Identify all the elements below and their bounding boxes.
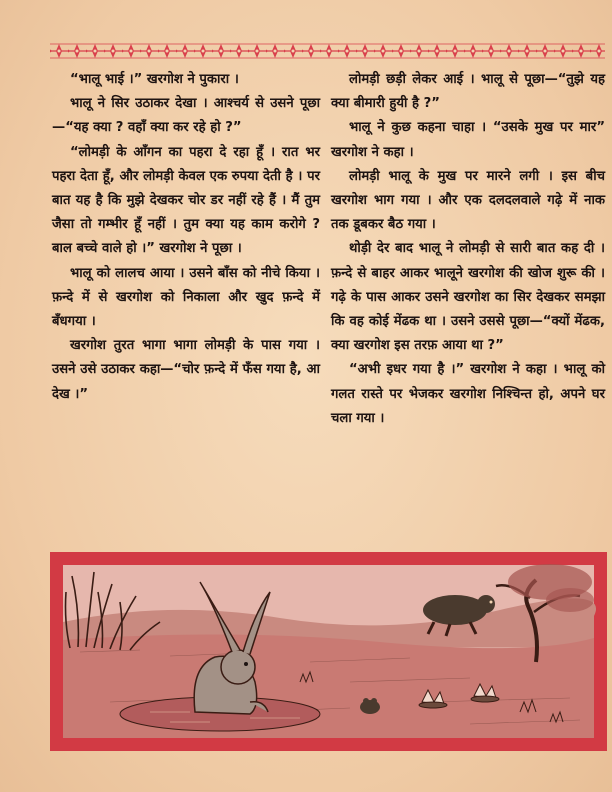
paragraph: खरगोश तुरत भागा भागा लोमड़ी के पास गया । उसने उसे उठाकर कहा—“चोर फ़न्दे में फँस गया है, आ देख ।” [52,338,320,402]
paragraph: भालू ने सिर उठाकर देखा । आश्चर्य से उसने पूछा—“यह क्या ? वहाँ क्या कर रहे हो ?” [52,96,320,136]
story-illustration [50,552,607,751]
paragraph: लोमड़ी भालू के मुख पर मारने लगी । इस बीच खरगोश भाग गया । और एक दलदलवाले गढ़े में नाक तक डूबकर बैठ गया । [331,168,605,233]
story-left-column [52,68,320,407]
decorative-border [50,40,605,62]
paragraph: “भालू भाई ।” खरगोश ने पुकारा । [70,72,239,87]
ornament-strip-icon [50,40,605,62]
paragraph: “लोमड़ी के आँगन का पहरा दे रहा हूँ । रात भर पहरा देता हूँ, और लोमड़ी केवल एक रुपया देती है । पर बात यह है कि मुझे देखकर चोर डर नहीं रहे हैं । मैं तुम जैसा तो गम्भीर हूँ नहीं । तुम क्या यह काम करोगे ? बाल बच्चे वाले हो ।” खरगोश ने पूछा । [52,144,320,257]
paragraph: भालू ने कुछ कहना चाहा । “उसके मुख पर मार” खरगोश ने कहा । [331,120,605,160]
rabbit-in-pond-illustration [50,552,607,751]
story-right-column [331,68,605,431]
paragraph: भालू को लालच आया । उसने बाँस को नीचे किया । फ़न्दे में से खरगोश को निकाला और खुद फ़न्दे में बँधगया । [52,265,320,330]
paragraph: “अभी इधर गया है ।” खरगोश ने कहा । भालू को गलत रास्ते पर भेजकर खरगोश निश्चिन्त हो, अपने घर चला गया । [331,362,605,426]
paragraph: थोड़ी देर बाद भालू ने लोमड़ी से सारी बात कह दी । फ़न्दे से बाहर आकर भालूने खरगोश की खोज शुरू की । गढ़े के पास आकर उसने खरगोश का सिर देखकर समझा कि वह कोई मेंढक था । उसने उससे पूछा—“क्यों मेंढक, क्या खरगोश इस तरफ़ आया था ?” [331,241,605,354]
paragraph: लोमड़ी छड़ी लेकर आई । भालू से पूछा—“तुझे यह क्या बीमारी हुयी है ?” [331,72,605,112]
